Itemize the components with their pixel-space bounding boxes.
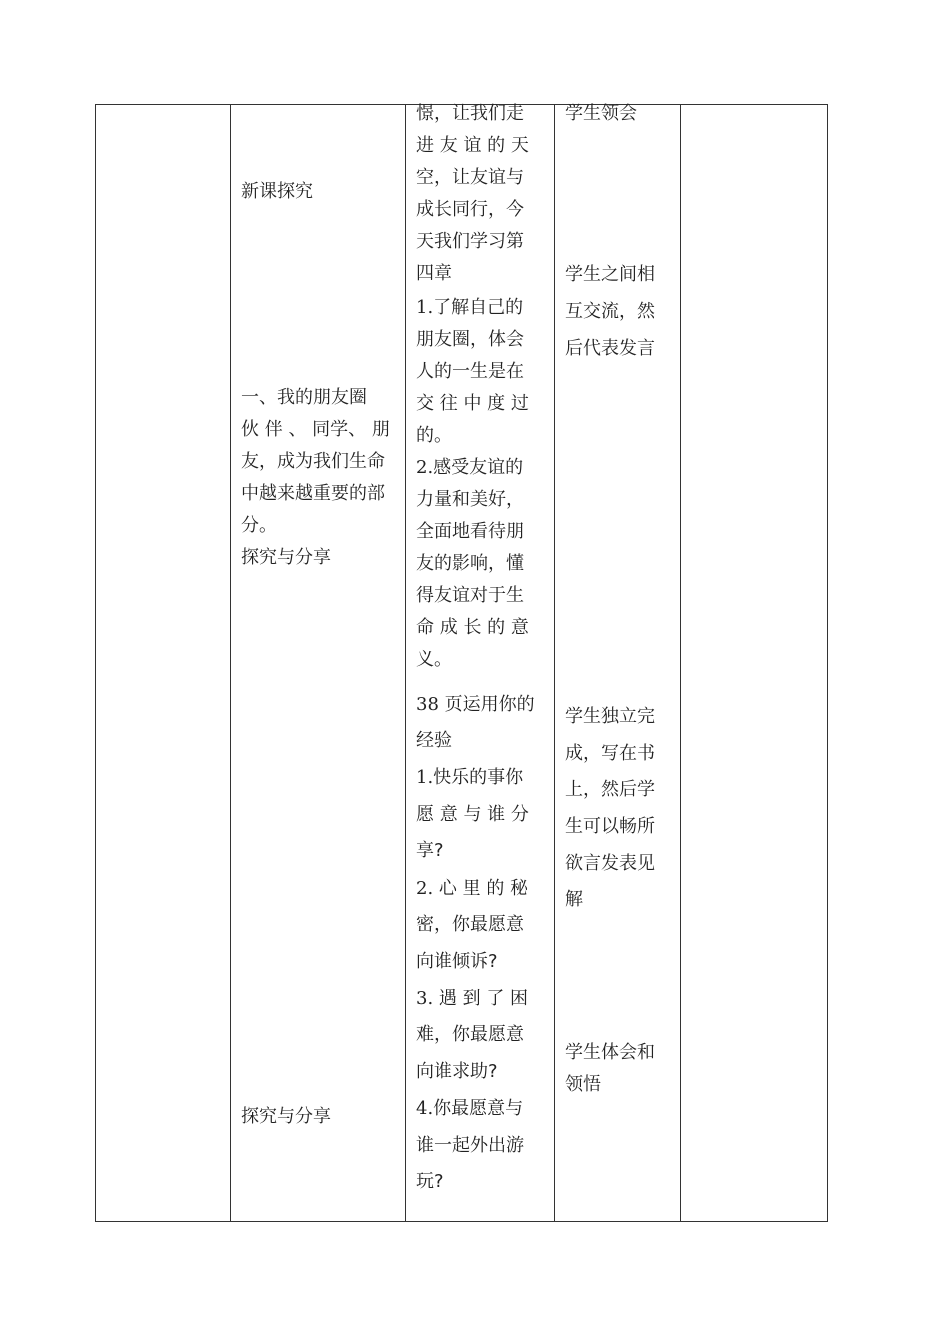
teacher-activity-line: 进 友 谊 的 天 xyxy=(416,135,529,156)
teacher-activity-line: 玩? xyxy=(416,1171,444,1192)
column-divider-3 xyxy=(554,104,555,1222)
teacher-activity-line: 空，让友谊与 xyxy=(416,167,524,188)
teacher-activity-line: 憬，让我们走 xyxy=(416,103,524,124)
teacher-activity-line: 成长同行，今 xyxy=(416,199,524,220)
student-activity-line: 互交流，然 xyxy=(565,301,655,322)
column-divider-2 xyxy=(405,104,406,1222)
heading-new-lesson: 新课探究 xyxy=(241,181,313,202)
teacher-activity-line: 经验 xyxy=(416,730,452,751)
teacher-activity-line: 得友谊对于生 xyxy=(416,585,524,606)
teacher-activity-line: 密，你最愿意 xyxy=(416,914,524,935)
teacher-activity-line: 向谁求助? xyxy=(416,1061,498,1082)
student-activity-line: 后代表发言 xyxy=(565,338,655,359)
section1-title: 一、我的朋友圈 xyxy=(241,387,367,408)
teacher-activity-line: 向谁倾诉? xyxy=(416,951,498,972)
student-activity-line: 解 xyxy=(565,889,583,910)
teacher-activity-line: 难，你最愿意 xyxy=(416,1024,524,1045)
student-activity-line: 上，然后学 xyxy=(565,779,655,800)
teacher-activity-line: 2.感受友谊的 xyxy=(416,457,524,478)
teacher-activity-line: 命 成 长 的 意 xyxy=(416,617,529,638)
student-activity-line: 学生独立完 xyxy=(565,706,655,727)
teacher-activity-line: 义。 xyxy=(416,649,452,670)
teacher-activity-line: 1.了解自己的 xyxy=(416,297,524,318)
teacher-activity-line: 人的一生是在 xyxy=(416,361,524,382)
teacher-activity-line: 全面地看待朋 xyxy=(416,521,524,542)
student-activity-line: 成，写在书 xyxy=(565,743,655,764)
teacher-activity-line: 3. 遇 到 了 困 xyxy=(416,988,529,1009)
student-activity-line: 学生体会和 xyxy=(565,1042,655,1063)
section1-body-line: 分。 xyxy=(241,515,277,536)
teacher-activity-line: 4.你最愿意与 xyxy=(416,1098,524,1119)
teacher-activity-line: 四章 xyxy=(416,263,452,284)
teacher-activity-line: 谁一起外出游 xyxy=(416,1135,524,1156)
column-divider-1 xyxy=(230,104,231,1222)
teacher-activity-line: 愿 意 与 谁 分 xyxy=(416,804,529,825)
teacher-activity-line: 的。 xyxy=(416,425,452,446)
student-activity-line: 学生领会 xyxy=(565,103,637,124)
teacher-activity-line: 38 页运用你的 xyxy=(416,694,535,715)
explore-share-heading: 探究与分享 xyxy=(241,1106,331,1127)
teacher-activity-line: 友的影响，懂 xyxy=(416,553,524,574)
teacher-activity-line: 力量和美好， xyxy=(416,489,524,510)
section1-body-line: 友，成为我们生命 xyxy=(241,451,385,472)
teacher-activity-line: 朋友圈，体会 xyxy=(416,329,524,350)
teacher-activity-line: 1.快乐的事你 xyxy=(416,767,524,788)
student-activity-line: 学生之间相 xyxy=(565,264,655,285)
teacher-activity-line: 2. 心 里 的 秘 xyxy=(416,878,529,899)
column-divider-4 xyxy=(680,104,681,1222)
teacher-activity-line: 享? xyxy=(416,840,444,861)
section1-body-line: 中越来越重要的部 xyxy=(241,483,385,504)
student-activity-line: 欲言发表见 xyxy=(565,853,655,874)
section1-body-line: 伙 伴 、 同学、 朋 xyxy=(241,419,390,440)
teacher-activity-line: 天我们学习第 xyxy=(416,231,524,252)
student-activity-line: 生可以畅所 xyxy=(565,816,655,837)
teacher-activity-line: 交 往 中 度 过 xyxy=(416,393,529,414)
explore-share-heading: 探究与分享 xyxy=(241,547,331,568)
student-activity-line: 领悟 xyxy=(565,1074,601,1095)
